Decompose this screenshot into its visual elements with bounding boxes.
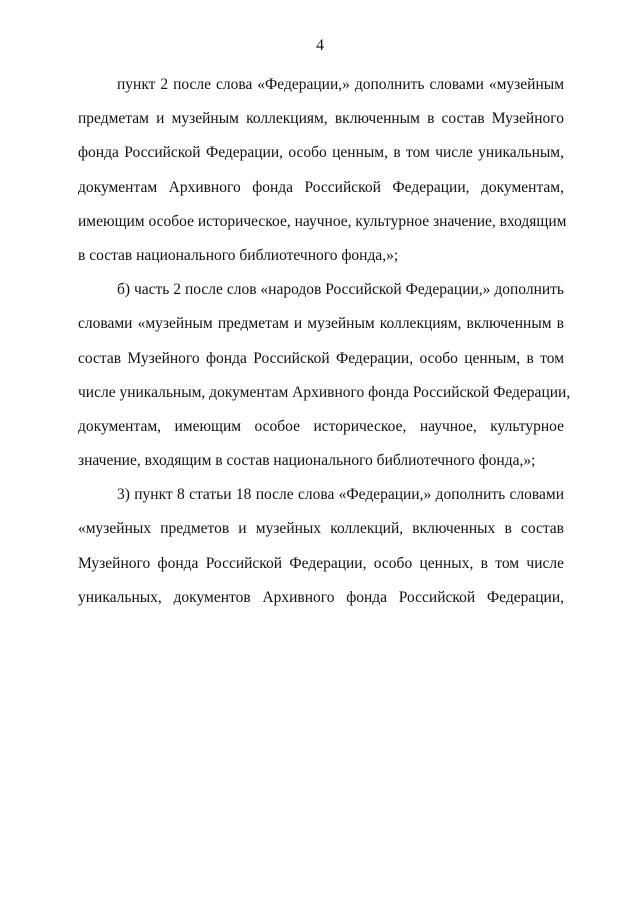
paragraph-2-line-4: числе уникальным, документам Архивного фонда Российской Федерации, [78, 383, 571, 401]
paragraph-2-line-1: б) часть 2 после слов «народов Российской Федерации,» дополнить [117, 281, 564, 299]
paragraph-1-line-6: в состав национального библиотечного фонда,»; [78, 246, 399, 264]
paragraph-3-line-3: Музейного фонда Российской Федерации, особо ценных, в том числе [78, 554, 564, 572]
paragraph-2-line-6: значение, входящим в состав национального библиотечного фонда,»; [78, 452, 536, 470]
paragraph-3-line-4: уникальных, документов Архивного фонда Российской Федерации, [78, 588, 564, 606]
document-body [78, 68, 571, 615]
paragraph-2-line-5: документам, имеющим особое историческое, научное, культурное [78, 417, 564, 435]
paragraph-1-line-2: предметам и музейным коллекциям, включенным в состав Музейного [78, 110, 564, 128]
paragraph-1-line-1: пункт 2 после слова «Федерации,» дополнить словами «музейным [117, 76, 564, 93]
paragraph-1-line-4: документам Архивного фонда Российской Федерации, документам, [78, 178, 564, 196]
paragraph-3-line-2: «музейных предметов и музейных коллекций, включенных в состав [78, 520, 564, 538]
page-number: 4 [316, 37, 324, 54]
paragraph-1-line-5: имеющим особое историческое, научное, культурное значение, входящим [78, 212, 567, 230]
paragraph-3-line-1: 3) пункт 8 статьи 18 после слова «Федерации,» дополнить словами [117, 486, 564, 504]
paragraph-2-line-3: состав Музейного фонда Российской Федерации, особо ценным, в том [78, 349, 564, 367]
paragraph-1-line-3: фонда Российской Федерации, особо ценным, в том числе уникальным, [78, 144, 564, 162]
paragraph-2-line-2: словами «музейным предметам и музейным коллекциям, включенным в [78, 315, 564, 333]
